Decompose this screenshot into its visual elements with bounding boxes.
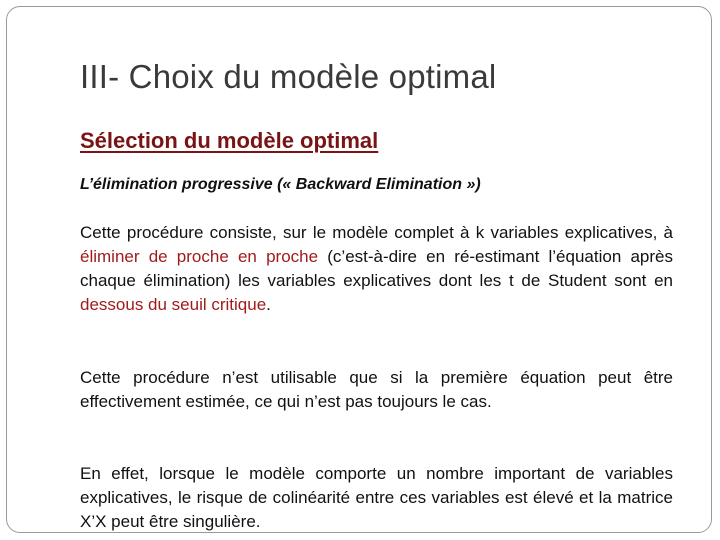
highlight-text: éliminer de proche en proche	[80, 247, 319, 266]
slide-title: III- Choix du modèle optimal	[80, 58, 497, 95]
paragraph-text: (c’est-à-dire en ré-estimant l’équation après chaque élimination) les variables explicatives dont les t de Student sont en	[80, 247, 673, 290]
paragraph-text: Cette procédure consiste, sur le modèle complet à k variables explicatives, à	[80, 223, 673, 242]
slide-subtitle: Sélection du modèle optimal	[80, 128, 379, 153]
highlight-text: dessous du seuil critique	[80, 295, 267, 314]
section-heading: L’élimination progressive (« Backward Elimination »)	[80, 176, 481, 193]
paragraph-usability: Cette procédure n’est utilisable que si la première équation peut être effectivement estimée, ce qui n’est pas toujours le cas.	[80, 368, 673, 411]
paragraph-text: .	[266, 295, 271, 314]
paragraph-colinearity: En effet, lorsque le modèle comporte un nombre important de variables explicatives, le risque de colinéarité entre ces variables est élevé et la matrice X’X peut être singulière.	[80, 464, 673, 531]
paragraph-procedure	[80, 221, 673, 317]
